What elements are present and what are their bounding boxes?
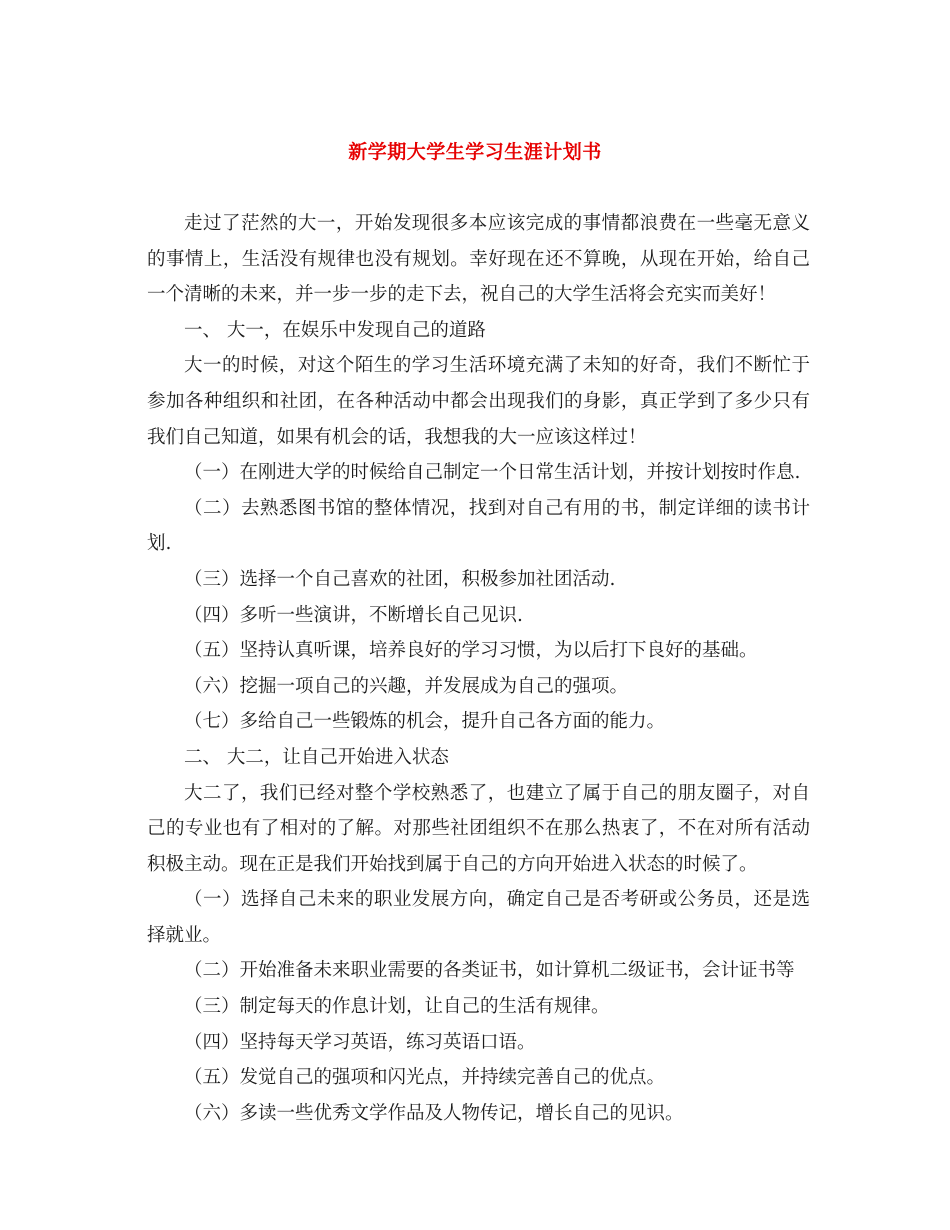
list-item: （一）在刚进大学的时候给自己制定一个日常生活计划，并按计划按时作息. xyxy=(184,462,801,484)
list-item: （三）制定每天的作息计划，让自己的生活有规律。 xyxy=(184,996,610,1018)
list-item: （二）开始准备未来职业需要的各类证书，如计算机二级证书，会计证书等 xyxy=(184,960,795,982)
list-item: （七）多给自己一些锻炼的机会，提升自己各方面的能力。 xyxy=(184,711,666,733)
list-item: （四）坚持每天学习英语，练习英语口语。 xyxy=(184,1031,536,1053)
year-two-paragraph: 大二了，我们已经对整个学校熟悉了，也建立了属于自己的朋友圈子，对自己的专业也有了相对的了解。对那些社团组织不在那么热衷了，不在对所有活动积极主动。现在正是我们开始找到属于自己的方向开始进入状态的时候了。 xyxy=(147,782,810,875)
year-one-paragraph: 大一的时候，对这个陌生的学习生活环境充满了未知的好奇，我们不断忙于参加各种组织和社团，在各种活动中都会出现我们的身影，真正学到了多少只有我们自己知道，如果有机会的话，我想我的大一应该这样过！ xyxy=(147,355,810,448)
list-item: （六）挖掘一项自己的兴趣，并发展成为自己的强项。 xyxy=(184,675,629,697)
list-item: （五）坚持认真听课，培养良好的学习习惯，为以后打下良好的基础。 xyxy=(184,640,758,662)
intro-paragraph: 走过了茫然的大一，开始发现很多本应该完成的事情都浪费在一些毫无意义的事情上，生活没有规律也没有规划。幸好现在还不算晚，从现在开始，给自己一个清晰的未来，并一步一步的走下去，祝自己的大学生活将会充实而美好！ xyxy=(147,213,810,306)
document-body xyxy=(147,206,810,1131)
list-item: （一）选择自己未来的职业发展方向，确定自己是否考研或公务员，还是选择就业。 xyxy=(147,889,810,946)
list-item: （六）多读一些优秀文学作品及人物传记，增长自己的见识。 xyxy=(184,1102,684,1124)
list-item: （二）去熟悉图书馆的整体情况，找到对自己有用的书，制定详细的读书计划. xyxy=(147,497,810,555)
section-heading-year-one: 一、 大一，在娱乐中发现自己的道路 xyxy=(184,319,486,341)
document-title: 新学期大学生学习生涯计划书 xyxy=(348,141,602,163)
list-item: （三）选择一个自己喜欢的社团，积极参加社团活动. xyxy=(184,568,616,590)
list-item: （四）多听一些演讲，不断增长自己见识. xyxy=(184,604,523,626)
section-heading-year-two: 二、 大二，让自己开始进入状态 xyxy=(184,746,449,768)
list-item: （五）发觉自己的强项和闪光点，并持续完善自己的优点。 xyxy=(184,1067,666,1089)
